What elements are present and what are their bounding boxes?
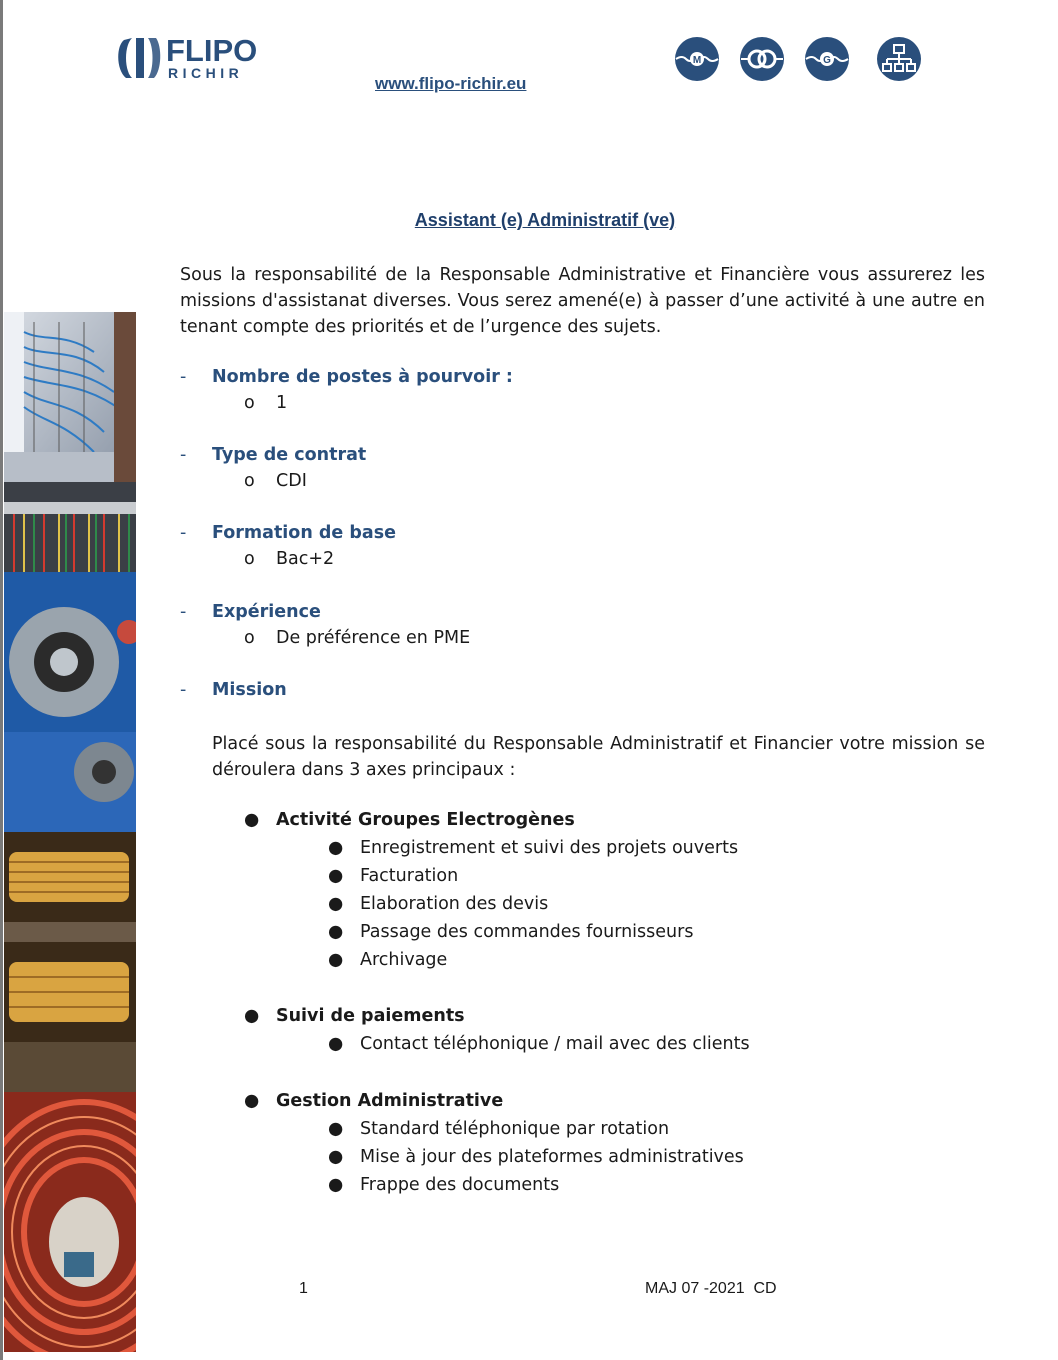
website-link[interactable]: www.flipo-richir.eu (375, 74, 527, 93)
logo-text-richir: RICHIR (168, 65, 244, 81)
generator-icon-letter: G (823, 55, 831, 66)
section-value-text: Bac+2 (276, 549, 335, 569)
network-icon (876, 36, 922, 82)
list-marker: o (244, 471, 255, 491)
section-heading: Expérience (212, 602, 321, 622)
photo-electrical-panel (4, 312, 136, 482)
bullet-marker: ● (328, 866, 344, 886)
section-heading: Nombre de postes à pourvoir : (212, 367, 513, 387)
section-heading: Formation de base (212, 523, 396, 543)
list-item-text: Frappe des documents (360, 1175, 560, 1195)
section-heading: Mission (212, 680, 287, 700)
axis-title: Suivi de paiements (276, 1006, 465, 1026)
page-number: 1 (299, 1280, 308, 1297)
section-dash: - (180, 680, 187, 700)
bullet-marker: ● (244, 1091, 260, 1111)
bullet-marker: ● (328, 894, 344, 914)
list-item-text: Standard téléphonique par rotation (360, 1119, 670, 1139)
section-dash: - (180, 367, 187, 387)
generator-icon (804, 36, 850, 82)
photo-copper-coils (4, 832, 136, 1092)
section-value (244, 471, 307, 491)
decorative-photo-strip (4, 312, 136, 1352)
bullet-marker: ● (328, 1147, 344, 1167)
mission-paragraph: Placé sous la responsabilité du Responsable Administratif et Financier votre mission se déroulera dans 3 axes principaux : (212, 734, 985, 780)
bullet-marker: ● (328, 838, 344, 858)
photo-wiring-rack (4, 482, 136, 572)
motor-icon-letter: M (692, 55, 702, 66)
section-heading: Type de contrat (212, 445, 367, 465)
logo-text-flipo: FLIPO (166, 33, 258, 68)
section-value (244, 393, 287, 413)
bullet-marker: ● (328, 950, 344, 970)
logo-mark-icon (114, 34, 164, 82)
list-item-text: Archivage (360, 950, 448, 970)
section-dash: - (180, 602, 187, 622)
list-item-text: Enregistrement et suivi des projets ouverts (360, 838, 739, 858)
section-value (244, 549, 334, 569)
transformer-icon (739, 36, 785, 82)
list-item-text: Passage des commandes fournisseurs (360, 922, 694, 942)
motor-icon (674, 36, 720, 82)
page-edge (0, 0, 3, 1360)
axis-title: Gestion Administrative (276, 1091, 504, 1111)
list-item-text: Mise à jour des plateformes administratives (360, 1147, 744, 1167)
document-title: Assistant (e) Administratif (ve) (414, 210, 676, 230)
list-marker: o (244, 628, 255, 648)
company-logo (114, 34, 284, 84)
section-value (244, 628, 470, 648)
section-dash: - (180, 523, 187, 543)
photo-engine-parts (4, 572, 136, 832)
section-dash: - (180, 445, 187, 465)
bullet-marker: ● (328, 922, 344, 942)
bullet-marker: ● (244, 1006, 260, 1026)
axis-title: Activité Groupes Electrogènes (276, 810, 575, 830)
intro-paragraph: Sous la responsabilité de la Responsable Administrative et Financière vous assurerez les missions d'assistanat diverses. Vous serez amené(e) à passer d’une activité à une autre en tenant compte des priorités et de l’urgence des sujets. (180, 265, 985, 337)
bullet-marker: ● (328, 1034, 344, 1054)
list-marker: o (244, 393, 255, 413)
section-value-text: CDI (276, 471, 307, 491)
bullet-marker: ● (244, 810, 260, 830)
list-item-text: Contact téléphonique / mail avec des clients (360, 1034, 750, 1054)
section-value-text: De préférence en PME (276, 628, 471, 648)
bullet-marker: ● (328, 1175, 344, 1195)
list-item-text: Facturation (360, 866, 459, 886)
bullet-marker: ● (328, 1119, 344, 1139)
list-marker: o (244, 549, 255, 569)
list-item-text: Elaboration des devis (360, 894, 549, 914)
section-value-text: 1 (276, 393, 288, 413)
photo-stator-winding (4, 1092, 136, 1352)
revision-note: MAJ 07 -2021 CD (645, 1280, 777, 1297)
